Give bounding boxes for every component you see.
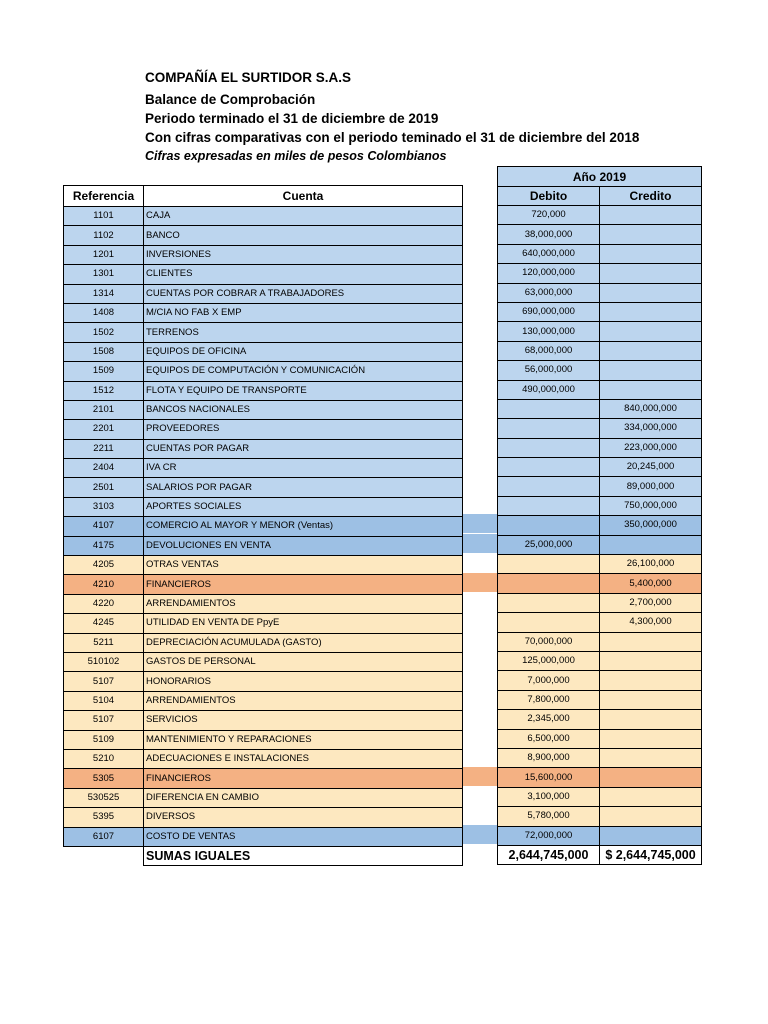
debit-cell [498,399,600,418]
account-name: EQUIPOS DE COMPUTACIÓN Y COMUNICACIÓN [144,362,463,381]
debit-cell: 130,000,000 [498,322,600,341]
account-row [64,284,463,303]
credit-cell [600,807,702,826]
amount-row [498,535,702,554]
amount-row [498,516,702,535]
header-comparative: Con cifras comparativas con el periodo teminado el 31 de diciembre del 2018 [145,130,640,145]
col-header-account: Cuenta [144,186,463,207]
account-row [64,672,463,691]
account-name: DIVERSOS [144,808,463,827]
debit-cell: 15,600,000 [498,768,600,787]
account-ref: 5305 [64,769,144,788]
amount-row [498,458,702,477]
account-row [64,575,463,594]
account-name: HONORARIOS [144,672,463,691]
account-row [64,420,463,439]
amount-row [498,787,702,806]
credit-cell [600,361,702,380]
credit-cell [600,225,702,244]
account-ref: 4210 [64,575,144,594]
sum-debit: 2,644,745,000 [498,845,600,864]
debit-cell: 72,000,000 [498,826,600,845]
account-ref: 4205 [64,556,144,575]
credit-cell: 350,000,000 [600,516,702,535]
credit-cell: 5,400,000 [600,574,702,593]
account-row [64,439,463,458]
account-ref: 1512 [64,381,144,400]
amount-row [498,593,702,612]
credit-cell [600,748,702,767]
amount-row [498,496,702,515]
account-name: COMERCIO AL MAYOR Y MENOR (Ventas) [144,517,463,536]
debit-cell: 125,000,000 [498,651,600,670]
account-name: OTRAS VENTAS [144,556,463,575]
account-row [64,749,463,768]
amounts-table [497,166,702,865]
amount-row [498,671,702,690]
amount-row [498,632,702,651]
debit-cell: 38,000,000 [498,225,600,244]
debit-cell: 640,000,000 [498,244,600,263]
account-row [64,691,463,710]
amount-row [498,361,702,380]
accounts-table [63,185,463,866]
credit-cell: 26,100,000 [600,555,702,574]
account-row [64,323,463,342]
debit-cell: 70,000,000 [498,632,600,651]
debit-cell: 490,000,000 [498,380,600,399]
credit-cell: 334,000,000 [600,419,702,438]
account-name: EQUIPOS DE OFICINA [144,342,463,361]
debit-cell [498,458,600,477]
account-ref: 530525 [64,788,144,807]
sum-label: SUMAS IGUALES [144,846,463,865]
header-units: Cifras expresadas en miles de pesos Colombianos [145,149,447,163]
account-name: GASTOS DE PERSONAL [144,652,463,671]
amount-row [498,264,702,283]
amount-row [498,302,702,321]
accounts-header-row [64,186,463,207]
account-ref: 1509 [64,362,144,381]
account-ref: 1508 [64,342,144,361]
credit-cell [600,264,702,283]
amount-row [498,399,702,418]
account-row [64,478,463,497]
account-row [64,400,463,419]
amount-row [498,748,702,767]
account-ref: 1301 [64,265,144,284]
account-name: BANCOS NACIONALES [144,400,463,419]
credit-cell [600,341,702,360]
account-ref: 1102 [64,226,144,245]
credit-cell: 2,700,000 [600,593,702,612]
account-row [64,381,463,400]
account-row [64,652,463,671]
col-header-credit: Credito [600,187,702,206]
account-name: M/CIA NO FAB X EMP [144,303,463,322]
account-ref: 5104 [64,691,144,710]
amount-row [498,807,702,826]
credit-cell [600,380,702,399]
row-highlight-band [462,825,497,844]
account-row [64,245,463,264]
account-name: CUENTAS POR PAGAR [144,439,463,458]
account-name: DIFERENCIA EN CAMBIO [144,788,463,807]
account-ref: 2101 [64,400,144,419]
debit-cell: 690,000,000 [498,302,600,321]
account-row [64,265,463,284]
col-header-reference: Referencia [64,186,144,207]
credit-cell: 20,245,000 [600,458,702,477]
credit-cell [600,535,702,554]
account-ref: 510102 [64,652,144,671]
amount-row [498,710,702,729]
debit-cell: 3,100,000 [498,787,600,806]
account-name: ARRENDAMIENTOS [144,594,463,613]
account-ref: 1314 [64,284,144,303]
debit-cell: 6,500,000 [498,729,600,748]
account-row [64,536,463,555]
account-row [64,594,463,613]
debit-cell: 25,000,000 [498,535,600,554]
account-ref: 1101 [64,207,144,226]
account-row [64,497,463,516]
account-name: COSTO DE VENTAS [144,827,463,846]
account-ref: 2501 [64,478,144,497]
debit-cell [498,613,600,632]
amount-row [498,574,702,593]
debit-cell [498,477,600,496]
account-row [64,711,463,730]
debit-cell: 120,000,000 [498,264,600,283]
debit-cell: 720,000 [498,206,600,225]
amount-row [498,768,702,787]
credit-cell [600,302,702,321]
debit-cell: 7,800,000 [498,690,600,709]
account-name: PROVEEDORES [144,420,463,439]
debit-cell: 7,000,000 [498,671,600,690]
account-name: APORTES SOCIALES [144,497,463,516]
account-row [64,362,463,381]
account-ref: 4107 [64,517,144,536]
amount-row [498,438,702,457]
account-name: SERVICIOS [144,711,463,730]
debit-cell: 68,000,000 [498,341,600,360]
amount-row [498,477,702,496]
account-name: UTILIDAD EN VENTA DE PpyE [144,614,463,633]
account-name: BANCO [144,226,463,245]
amount-row [498,225,702,244]
col-header-debit: Debito [498,187,600,206]
account-ref: 5107 [64,711,144,730]
account-row [64,556,463,575]
amount-row [498,322,702,341]
account-name: DEPRECIACIÓN ACUMULADA (GASTO) [144,633,463,652]
account-row [64,769,463,788]
credit-cell: 223,000,000 [600,438,702,457]
account-ref: 5211 [64,633,144,652]
row-highlight-band [462,767,497,786]
account-name: MANTENIMIENTO Y REPARACIONES [144,730,463,749]
account-row [64,614,463,633]
credit-cell [600,651,702,670]
year-header-row [498,167,702,187]
account-name: SALARIOS POR PAGAR [144,478,463,497]
account-ref: 5109 [64,730,144,749]
amount-row [498,341,702,360]
account-ref: 1502 [64,323,144,342]
credit-cell [600,244,702,263]
amount-row [498,729,702,748]
account-ref: 5210 [64,749,144,768]
account-ref: 5107 [64,672,144,691]
credit-cell [600,690,702,709]
account-name: IVA CR [144,459,463,478]
account-name: FLOTA Y EQUIPO DE TRANSPORTE [144,381,463,400]
credit-cell [600,729,702,748]
account-ref: 4245 [64,614,144,633]
debit-cell [498,574,600,593]
credit-cell [600,768,702,787]
account-ref: 1408 [64,303,144,322]
account-row [64,788,463,807]
amount-row [498,613,702,632]
debit-cell [498,438,600,457]
header-report-title: Balance de Comprobación [145,92,316,107]
account-row [64,303,463,322]
account-ref: 5395 [64,808,144,827]
account-name: INVERSIONES [144,245,463,264]
amount-row [498,206,702,225]
account-name: CAJA [144,207,463,226]
sum-credit: $ 2,644,745,000 [600,845,702,864]
debit-cell: 8,900,000 [498,748,600,767]
amount-row [498,380,702,399]
debit-cell [498,593,600,612]
account-ref: 2201 [64,420,144,439]
account-name: DEVOLUCIONES EN VENTA [144,536,463,555]
account-name: CLIENTES [144,265,463,284]
row-highlight-band [462,514,497,533]
account-ref: 1201 [64,245,144,264]
amount-row [498,826,702,845]
account-row [64,517,463,536]
credit-cell [600,632,702,651]
row-highlight-band [462,573,497,592]
account-name: TERRENOS [144,323,463,342]
account-ref: 4175 [64,536,144,555]
account-ref: 3103 [64,497,144,516]
credit-cell [600,322,702,341]
header-period: Periodo terminado el 31 de diciembre de 2019 [145,111,439,126]
debit-cell: 56,000,000 [498,361,600,380]
debit-cell: 5,780,000 [498,807,600,826]
account-name: ARRENDAMIENTOS [144,691,463,710]
sum-row [64,846,463,865]
account-name: ADECUACIONES E INSTALACIONES [144,749,463,768]
account-row [64,827,463,846]
year-header: Año 2019 [498,167,702,187]
amount-row [498,244,702,263]
debit-cell: 63,000,000 [498,283,600,302]
account-row [64,207,463,226]
header-company: COMPAÑÍA EL SURTIDOR S.A.S [145,70,352,85]
account-row [64,730,463,749]
credit-cell: 4,300,000 [600,613,702,632]
account-ref: 2404 [64,459,144,478]
credit-cell [600,826,702,845]
account-ref: 4220 [64,594,144,613]
debit-cell [498,555,600,574]
credit-cell [600,710,702,729]
sum-amount-row [498,845,702,864]
debit-cell [498,419,600,438]
account-row [64,633,463,652]
account-row [64,226,463,245]
account-ref: 2211 [64,439,144,458]
credit-cell: 89,000,000 [600,477,702,496]
credit-cell: 750,000,000 [600,496,702,515]
credit-cell [600,283,702,302]
credit-cell [600,671,702,690]
amount-row [498,690,702,709]
account-row [64,808,463,827]
account-name: FINANCIEROS [144,575,463,594]
debit-cell: 2,345,000 [498,710,600,729]
account-row [64,342,463,361]
sum-spacer [64,846,144,865]
amount-row [498,283,702,302]
credit-cell: 840,000,000 [600,399,702,418]
account-ref: 6107 [64,827,144,846]
amounts-header-row [498,187,702,206]
credit-cell [600,206,702,225]
account-row [64,459,463,478]
row-highlight-band [462,534,497,553]
amount-row [498,419,702,438]
debit-cell [498,496,600,515]
credit-cell [600,787,702,806]
account-name: FINANCIEROS [144,769,463,788]
amount-row [498,651,702,670]
debit-cell [498,516,600,535]
account-name: CUENTAS POR COBRAR A TRABAJADORES [144,284,463,303]
amount-row [498,555,702,574]
